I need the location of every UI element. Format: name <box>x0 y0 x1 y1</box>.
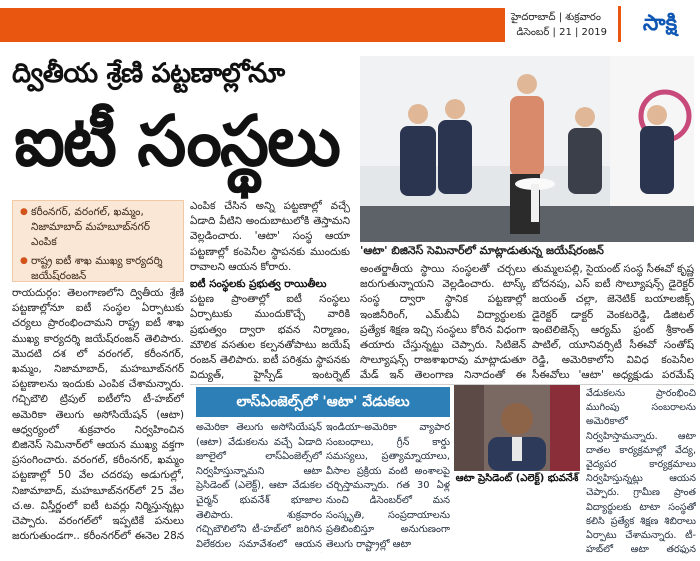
ata-president-photo <box>454 385 580 471</box>
middle-para-2: పట్టణ ప్రాంతాల్లో ఐటీ సంస్థలు ఏర్పాటుకు ముందుకొచ్చే వారికి ప్రభుత్వం ద్వారా భవన నిర్మాణం, మౌలిక వసతుల కల్పనతోపాటు జయేష్ రంజన్ తెలిపారు. ఐటీ పరిశ్రమ స్థాపనకు విద్యుత్, హైస్పీడ్ ఇంటర్నెట్ <box>190 293 350 382</box>
section-divider <box>190 384 694 385</box>
ata-column-1: అమెరికా తెలుగు అసోసియేషన్ (ఆటా) వేడుకలను వచ్చే ఏడాది జూలైలో లాస్‌ఏంజెల్స్‌లో నిర్వహిస్తున్నామని ఆటా ప్రెసిడెంట్ (ఎలెక్ట్), ఆటా వేడుకల చైర్మన్ భువనేశ్ భూజాల తెలిపారు. శుక్రవారం గచ్చిబౌలిలోని టీ-హబ్‌లో జరిగిన విలేకరుల సమావేశంలో ఆయన <box>196 422 322 550</box>
dateline-day: హైదరాబాద్ | శుక్రవారం <box>511 12 601 23</box>
article-column-left: రాయదుర్గం: తెలంగాణలోని ద్వితీయ శ్రేణి పట్టణాల్లోనూ ఐటీ సంస్థల ఏర్పాటుకు చర్యలు ప్రారంభించామని రాష్ట్ర ఐటీ శాఖ ముఖ్య కార్యదర్శి జయేష్‌రంజన్ తెలిపారు. మొదటి దశ లో వరంగల్, కరీంనగర్, ఖమ్మం, నిజామాబాద్, మహబూబ్‌నగర్ పట్టణాలను ఇందుకు ఎంపిక చేశామన్నారు. గచ్చిబౌలి ట్రిపుల్ ఐటీలోని టీ-హబ్‌లో అమెరికా తెలుగు అసోసియేషన్ (ఆటా) ఆధ్వర్యంలో శుక్రవారం నిర్వహించిన బిజినెస్ సెమినార్‌లో ఆయన ముఖ్య వక్తగా ప్రసంగించారు. వరంగల్, కరీంనగర్, ఖమ్మం పట్టణాల్లో 50 వేల చదరపు అడుగుల్లో, నిజామాబాద్, మహబూబ్‌నగర్‌లో 25 వేల చ.అ. విస్తీర్ణంలో ఐటీ టవర్లు నిర్మిస్తున్నట్లు చెప్పారు. వరంగల్‌లో ఇప్పటికే పనులు జరుగుతుండగా.. కరీంనగర్‌లో ఈనెల 28న <box>12 287 184 543</box>
event-photo <box>360 56 694 242</box>
seminar-photo-illustration <box>360 56 694 242</box>
subhead-incentives: ఐటీ సంస్థలకు ప్రభుత్వ రాయితీలు <box>190 278 327 291</box>
ata-photo-caption: ఆటా ప్రెసిడెంట్ (ఎలెక్ట్) భువనేశ్ <box>455 473 579 484</box>
ata-banner: లాస్‌ఏంజెల్స్‌లో 'ఆటా' వేడుకలు <box>196 387 450 417</box>
portrait-illustration <box>454 385 580 471</box>
sakshi-logo: సాక్షి <box>618 6 699 42</box>
highlight-item: ● కరీంనగర్, వరంగల్, ఖమ్మం, నిజామాబాద్ మహబూబ్‌నగర్ ఎంపిక <box>17 205 179 250</box>
article-column-right-2: తుమ్మలపల్లి, సైయంట్ సంస్థ సీఈవో కృష్ణ బోదనపు, ఎస్ ఐటీ సొల్యూషన్స్ డైరెక్టర్ జయంత్ చల్లా, జెనెటిక్ బయాలజిక్స్ డైరెక్టర్ డాక్టర్ వెంకటరెడ్డి, డిజిటల్ ఇంటెలిజెన్స్ ఆర్యమ్ ఫ్రంట్ శ్రీకాంత్ పాటిల్, యూనివర్సిటీ సీఈవో సంతోష్ రెడ్డి, అమెరికాలోని వివిధ కంపెనీల సీఈవోలు 'ఆటా' అధ్యక్షుడు పరమేష్ <box>532 263 694 382</box>
article-column-right-1: అంతర్జాతీయ స్థాయి సంస్థలతో చర్చలు జరుగుతున్నాయని వెల్లడించారు. టాస్క్ సంస్థ ద్వారా స్థానిక పట్టణాల్లో ఇంజినీరింగ్, ఎమ్‌బీఏ విద్యార్థులకు ప్రత్యేక శిక్షణ ఇచ్చి సంస్థలు కోరిన విధంగా తయారు చేస్తున్నట్టు చెప్పారు. సిటిజెన్ సొల్యూషన్స్ రాజశాఖరావు మాట్లాడుతూ మేడ్ ఇన్ తెలంగాణ నినాదంతో ఈ <box>360 263 526 382</box>
headline-main: ఐటీ సంస్థలు <box>14 100 339 182</box>
dateline-date: డిసెంబర్ | 21 | 2019 <box>516 27 607 38</box>
masthead <box>0 0 700 50</box>
article-column-middle <box>190 199 350 385</box>
dateline <box>511 10 611 40</box>
photo-caption: 'ఆటా' బిజినెస్ సెమినార్‌లో మాట్లాడుతున్న జయేష్‌రంజన్ <box>360 244 604 257</box>
headline-kicker: ద్వితీయ శ్రేణి పట్టణాల్లోనూ <box>12 58 285 89</box>
highlight-item: ● రాష్ట్ర ఐటీ శాఖ ముఖ్య కార్యదర్శి జయేష్‌రంజన్ <box>17 254 179 284</box>
masthead-stripe <box>0 8 505 42</box>
ata-column-2: ఇండియా-అమెరికా వ్యాపార సంబంధాలు, గ్రీన్ కార్డు సమస్యలు, ప్రత్యామ్నాయాలు, వీసాల ప్రక్రియ వంటి అంశాలపై చర్చిస్తామన్నారు. గత 30 ఏళ్ల నుంచి డిసెంబర్‌లో మన సంస్కృతి, సంప్రదాయాలను ప్రతిబింబిస్తూ అనుగుణంగా తెలుగు రాష్ట్రాల్లో ఆటా <box>326 422 450 550</box>
middle-para-1: ఎంపిక చేసిన అన్ని పట్టణాల్లో వచ్చే ఏడాది వీటిని అందుబాటులోకి తెస్తామని వెల్లడించారు. 'ఆటా' సంస్థ ఆయా పట్టణాల్లో కంపెనీల స్థాపనకు ముందుకు రావాలని ఆయన కోరారు. <box>190 200 350 273</box>
highlights-box <box>12 200 184 282</box>
ata-column-3: వేడుకలను ప్రారంభించి ముగింపు సంబరాలను అమెరికాలో నిర్వహిస్తామన్నారు. ఆటా దాతల కార్యక్రమాల్లో వేద్య, వైద్యపర కార్యక్రమాలు నిర్వహిస్తున్నట్లు ఆయన చెప్పారు. గ్రామీణ ప్రాంత విద్యార్థులకు టాటా సంస్థతో కలిసి ప్రత్యేక శిక్షణ శిబిరాలు ఏర్పాటు చేశామన్నారు. టీ-హబ్‌లో ఆటా తరఫున <box>586 388 696 555</box>
